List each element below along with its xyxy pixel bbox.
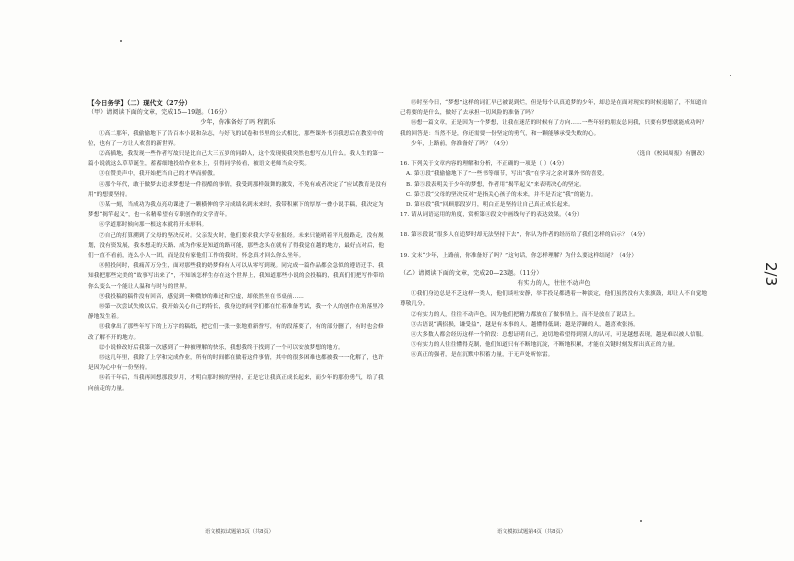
paragraph: ①我们身边总是不乏这样一类人，他们谈吐安静，举手投足都透着一种淡定，他们虽然没有大张旗鼓，却让人不自觉地尊敬几分。: [400, 291, 708, 308]
paragraph: ⑧照投问时，我痛苦万分生，面对那些我的奶梦仰有人可以从零写到现。同完成一篇作品都会急似的遵语迁手、我知我把那些完美的“故事写出来了”，不知该怎样生存在这个世界上，我知道那些小说的会投稿的，我真们们把写作带给你么变么一个能让人温和与时与的世界。: [88, 263, 385, 290]
paragraph: ⑯想一篇文章，正是因为一个梦想，让我在迷茫的时候有了方向……一些年轻的朋友总问我，只要有梦想就能成功吗？我的回答是：当然不是，你还需要一份坚定的勇气，和一颗能够承受失败的心。: [400, 120, 708, 137]
option-b: B. 第⑤段表明关于少年的梦想，作者用“揭竿起义”来表明决心的坚定。: [406, 181, 586, 188]
right-page-footer: 语文模拟试题第4页（共8页）: [497, 529, 566, 535]
paragraph: ③古语说“满招损，谦受益”，越是有本事的人，越懂得低调；越是浮躁的人，越喜欢张扬。: [411, 321, 639, 328]
answer-space: [400, 220, 708, 230]
paragraph: ⑨我投稿的稿件没有回音，感觉到一种微妙的难过和空虚，却依然坐在书桌前……: [99, 293, 304, 300]
question-19: 19. 文末“少年，上路前，你准备好了吗？”这句话，你怎样理解？为什么要这样结尾？（4分）: [400, 252, 638, 259]
scan-speck: [120, 40, 122, 42]
paragraph: ①高二那年，我偷偷地下了告百本小说和杂志，与好飞的试卷和书里的公式相比，那些课外书引我思后在教室中的位，也有了一方让人欢喜的新世界。: [88, 130, 384, 147]
answer-space: [400, 241, 708, 251]
right-page-column: [400, 98, 708, 518]
paragraph: ⑤某一刻，当成功为我点亮功课进了一颗横伸的学习成绩名到未来时，我带积累下的厚厚一叠小说手稿，我决定为梦想“揭竿起义”，也一名精希望有专职创作的文学青年。: [88, 202, 384, 219]
question-16: 16. 下列关于文章内容的理解和分析，不正确的一项是（ ）（4分）: [400, 161, 568, 168]
paragraph: ⑪我拿出了那些年写下的上万字的稿纸，把它们一张一张地重新誊写，有的段落要了，有的部分删了，有时也会修改了解不开的地方。: [88, 324, 384, 341]
source-note: （选自《校园周报》有删改）: [633, 151, 708, 158]
story-title: 少年，你准备好了吗 程凯乐: [200, 119, 276, 127]
paragraph: ⑦自己的打算溯到了父母的坚决反对。父亲发火时，他们要求我大学专业报经。未来只能哨着平凡般路走，没有规划，没有资发展，我本想走的天路、成为作家是知道的路可能，那些念头在就有了得我觉在越的地方，最好点对后，他们一直不看前，连么小人一团，而是没有家他们工作的我时，怀念真才回么你么坐年。: [88, 232, 385, 260]
question-17: 17. 请从词语运用的角度，赏析第④段文中画线句子的表达效果。（4分）: [400, 212, 583, 219]
side-page-number: 2/3: [762, 262, 780, 287]
part-a-instructions: （甲）请阅读下面的文章，完成15—19题。（16分）: [88, 109, 231, 117]
closing-line: 少年，上路前，你准备好了吗？（4分）: [411, 140, 512, 147]
paragraph: ④大多数人都会经历这样一个阶段：总想证明自己，迫切地希望得到别人的认可，可是越想表现，越是难以被人信服。: [411, 332, 708, 339]
paragraph: ④那个年代，敢于做梦去追求梦想是一件很酷的事情，我受到那样鼓舞的激发，不免有或者决定了“应试教育是没有用”的想要坚持。: [88, 181, 387, 198]
paragraph: ②有实力的人，往往不动声色，因为他们把精力都放在了做事情上，而不是放在了说话上。: [411, 311, 639, 318]
paragraph: ⑭若干年后，当我再回想那段岁月，才明白那时候的坚持，正是它让我真正成长起来，而少年的那份勇气，给了我向前走的力量。: [88, 375, 384, 392]
scan-speck: [640, 520, 642, 522]
part-b-title: 有实力的人，往往不动声色: [517, 280, 591, 288]
answer-space: [400, 261, 708, 269]
paragraph: ⑤有实力的人往往懂得克制，他们知道只有不断地沉淀，不断地积累，才能在关键时刻发挥出真正的力量。: [411, 342, 679, 349]
option-c: C. 第⑦段“父母的坚决反对”是指关心孩子的未来，并不是否定“我”的能力。: [406, 191, 597, 198]
paragraph: ⑬这几年里，我除了上学和完成作业，所有的时间都在做着这件事情，其中的很多困难也都被我一一化解了，也许是因为心中有一份坚持。: [88, 355, 384, 372]
paragraph: ②高插地，我发现一些作者写故只是比自己大三五岁的同龄人，这个发现使我突然也想写点儿什么。我人生的第一篇小说就这么草草诞生，蓄蓄细地投给作业本上，引得同学传看，被语文老师当众夸奖。: [88, 151, 384, 168]
paragraph: ⑫小说修改好后我第一次感到了一种被理解的快乐，我想我终于找到了一个可以安放梦想的地方。: [99, 344, 344, 351]
paragraph: ⑥真正的强者，是在沉默中积蓄力量，于无声处听惊雷。: [411, 352, 554, 359]
paragraph: ⑥学道那时候向那一根这本就将开未形料。: [99, 222, 208, 229]
option-a: A. 第①段“我偷偷地下了”一些书等细节，写出“我”在学习之余对课外书的喜爱。: [406, 171, 608, 178]
paragraph: ⑩第一次尝试失败以后，我开始关心自己的特长，我身边的同学们都在忙着准备考试，我一个人的创作在角落里冷静地发生着。: [88, 304, 384, 321]
paragraph: ⑮时至今日，“梦想”这样的词汇早已被说到烂，但是每个认真追梦的少年，却总是在面对现实的时候退缩了，不知道自己将要的是什么，做好了去承担一切风险的准备了吗？: [400, 100, 708, 117]
left-page-footer: 语文模拟试题第3页（共8页）: [205, 529, 274, 535]
option-d: D. 第⑭段“我”回顾那段岁月，明白正是坚持让自己真正成长起来。: [406, 202, 574, 209]
question-18: 18. 第⑧段说“很多人在追梦时却无法坚持下去”，你认为作者的经历给了我们怎样的启示？（4分）: [400, 232, 649, 239]
part-b-instructions: （乙）请阅读下面的文章，完成20—23题。（11分）: [400, 269, 543, 277]
section-title: 【今日务学】（二）现代文（27分）: [88, 99, 192, 107]
left-page-column: [88, 98, 388, 518]
paragraph: ③在赞美声中，我开始把当自己的才华而骄傲。: [99, 171, 219, 178]
scan-speck: [730, 75, 731, 76]
